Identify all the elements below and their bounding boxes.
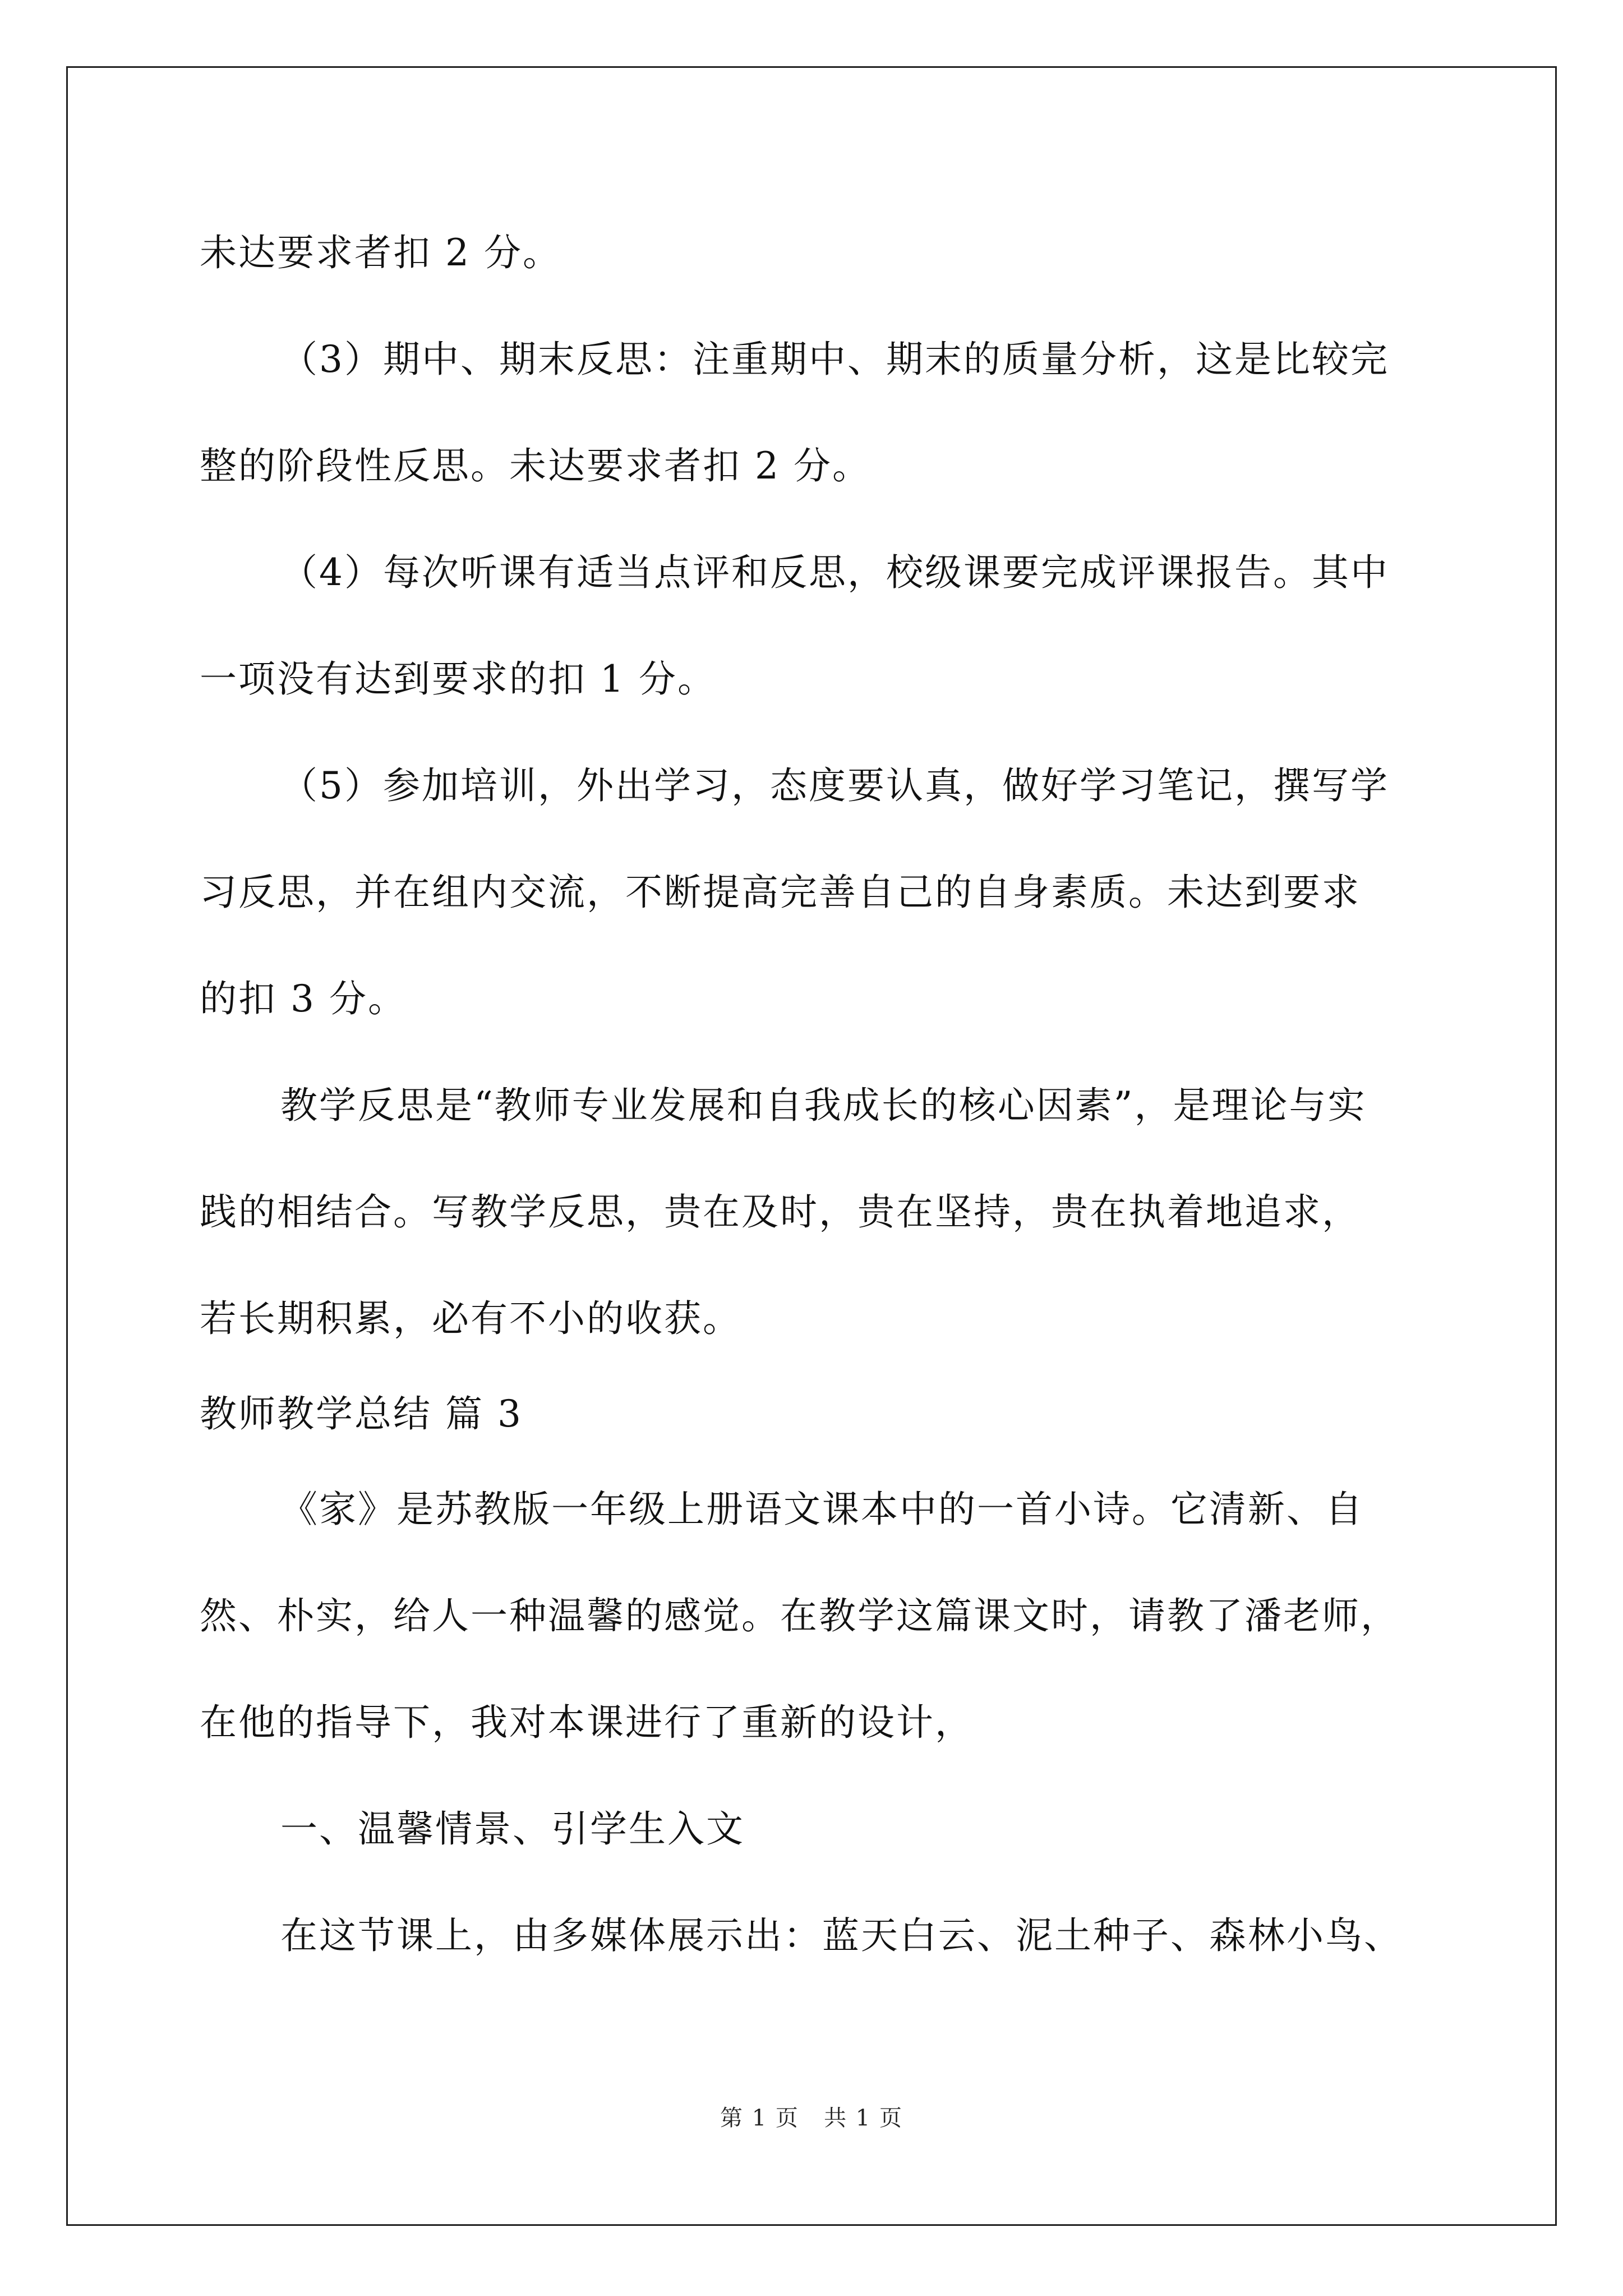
text-line: 习反思，并在组内交流，不断提高完善自己的自身素质。未达到要求 <box>200 871 1361 914</box>
text-line: 若长期积累，必有不小的收获。 <box>200 1297 741 1340</box>
text-line: 未达要求者扣 2 分。 <box>200 231 561 274</box>
text-line: 的扣 3 分。 <box>200 977 407 1020</box>
page-number: 第 1 页 共 1 页 <box>720 2105 903 2131</box>
text-line: 在他的指导下，我对本课进行了重新的设计， <box>200 1701 974 1744</box>
text-line: 《家》是苏教版一年级上册语文课本中的一首小诗。它清新、自 <box>280 1488 1364 1531</box>
text-line: 整的阶段性反思。未达要求者扣 2 分。 <box>200 444 871 487</box>
page-border <box>66 66 1557 2226</box>
text-line: （4）每次听课有适当点评和反思，校级课要完成评课报告。其中 <box>280 551 1389 594</box>
text-line: 在这节课上，由多媒体展示出：蓝天白云、泥土种子、森林小鸟、 <box>280 1914 1403 1957</box>
text-line: 践的相结合。写教学反思，贵在及时，贵在坚持，贵在执着地追求， <box>200 1190 1361 1234</box>
text-line: （5）参加培训，外出学习，态度要认真，做好学习笔记，撰写学 <box>280 764 1389 807</box>
text-line: 教学反思是“教师专业发展和自我成长的核心因素”，是理论与实 <box>280 1084 1367 1127</box>
text-line: 一、温馨情景、引学生入文 <box>280 1807 745 1851</box>
text-line: 一项没有达到要求的扣 1 分。 <box>200 657 716 701</box>
section-heading: 教师教学总结 篇 3 <box>200 1392 523 1435</box>
text-line: 然、朴实，给人一种温馨的感觉。在教学这篇课文时，请教了潘老师， <box>200 1594 1399 1637</box>
text-line: （3）期中、期末反思：注重期中、期末的质量分析，这是比较完 <box>280 338 1389 381</box>
